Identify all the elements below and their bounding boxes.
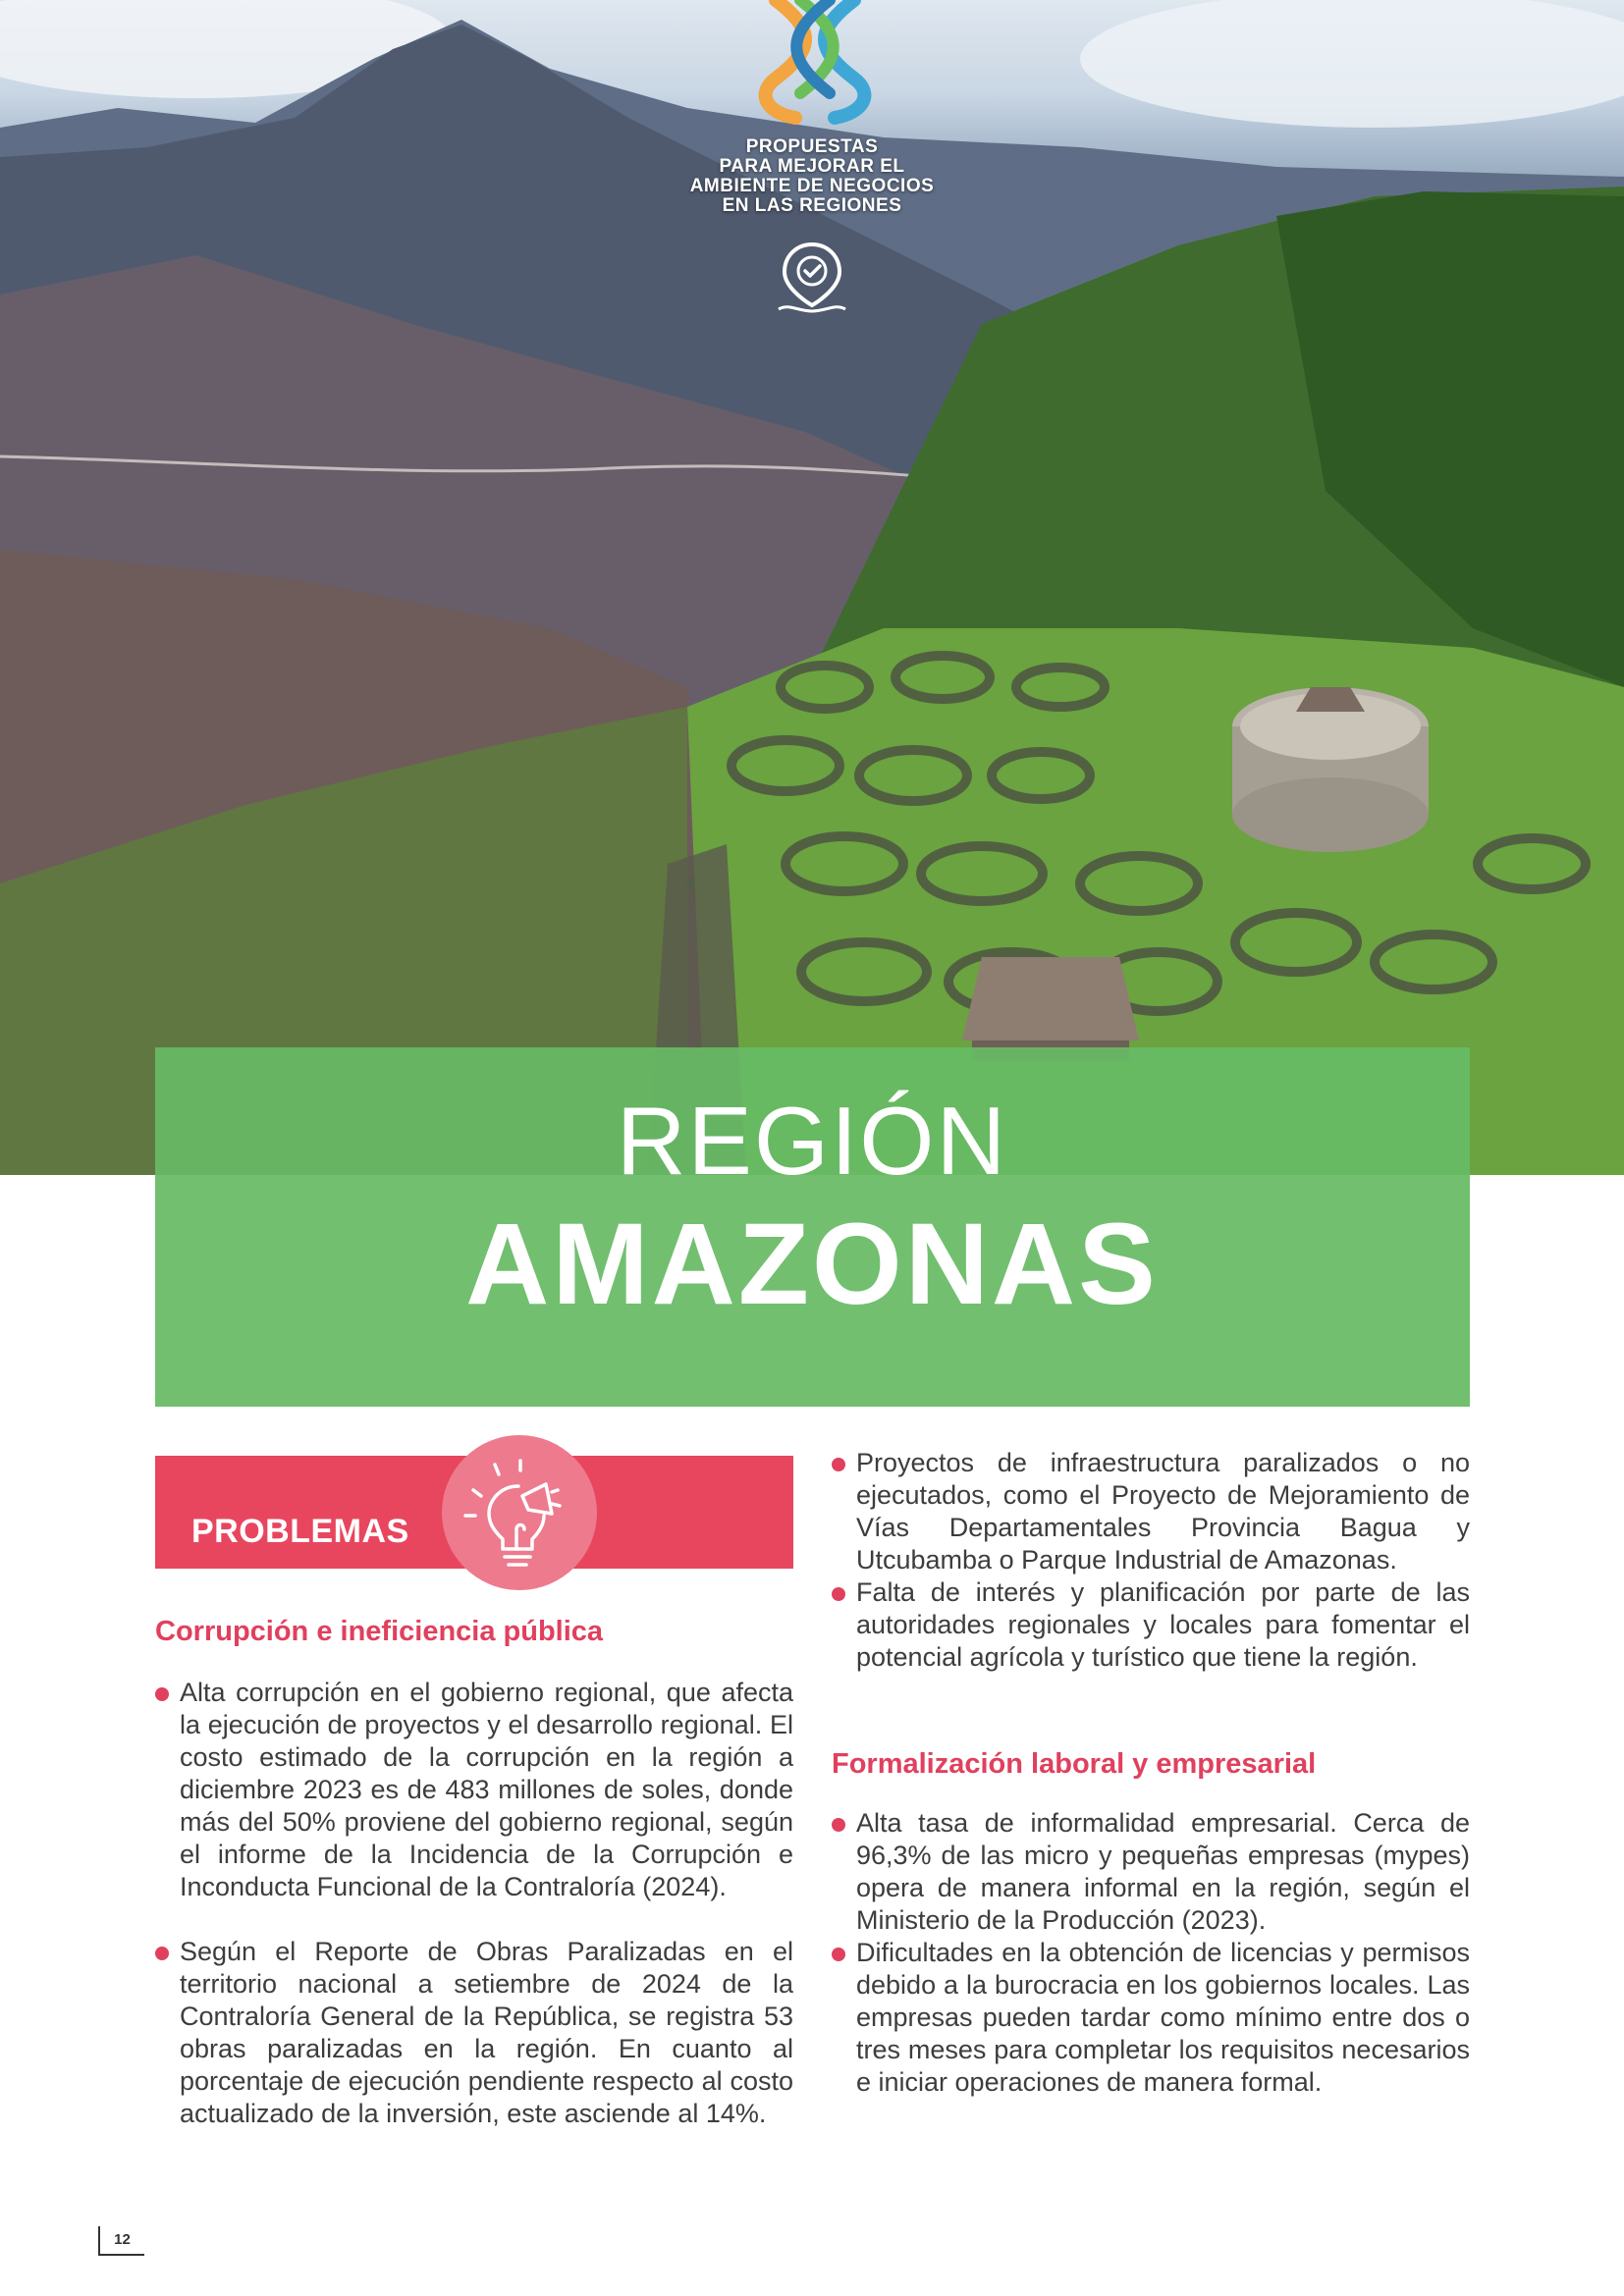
list-item — [832, 1447, 1470, 1576]
bullet-dot — [155, 1947, 169, 1960]
tagline — [616, 137, 1008, 216]
tagline-line-1: PROPUESTAS — [745, 136, 879, 157]
banner-label: PROBLEMAS — [191, 1513, 409, 1550]
region-label: REGIÓN — [616, 1087, 1008, 1195]
list-item — [832, 1937, 1470, 2099]
list-item — [832, 1807, 1470, 1937]
page-number: 12 — [98, 2226, 144, 2256]
list-item-text: Falta de interés y planificación por parte de las autoridades regionales y locales para fomentar el potencial agrícola y turístico que tiene la región. — [856, 1577, 1470, 1672]
bullet-dot — [832, 1587, 845, 1601]
tagline-line-2: PARA MEJORAR EL — [719, 156, 905, 177]
bullet-dot — [832, 1458, 845, 1471]
list-item-text: Según el Reporte de Obras Paralizadas en el territorio nacional a setiembre de 2024 de la Contraloría General de la República, se registra 53 obras paralizadas en la región. En cuanto al porcentaje de ejecución pendiente respecto al costo actualizado de la inversión, este asciende al 14%. — [180, 1937, 793, 2128]
list-item — [832, 1576, 1470, 1674]
list-item — [155, 1936, 793, 2130]
bullet-dot — [832, 1948, 845, 1961]
lightbulb-megaphone-icon — [442, 1435, 597, 1590]
bullet-dot — [832, 1818, 845, 1832]
section-heading-corrupcion: Corrupción e ineficiencia pública — [155, 1616, 604, 1647]
list-item-text: Dificultades en la obtención de licencias y permisos debido a la burocracia en los gobiernos locales. Las empresas pueden tardar como mínimo entre dos o tres meses para completar los requisitos necesarios e iniciar operaciones de manera formal. — [856, 1938, 1470, 2097]
list-item-text: Proyectos de infraestructura paralizados o no ejecutados, como el Proyecto de Mejoramiento de Vías Departamentales Provincia Bagua y Utcubamba o Parque Industrial de Amazonas. — [856, 1448, 1470, 1575]
bullet-dot — [155, 1687, 169, 1701]
braided-ribbon-logo — [756, 0, 874, 128]
list-item-text: Alta corrupción en el gobierno regional, que afecta la ejecución de proyectos y el desarrollo regional. El costo estimado de la corrupción en la región a diciembre 2023 es de 483 millones de soles, donde más del 50% proviene del gobierno regional, según el informe de la Incidencia de la Corrupción e Inconducta Funcional de la Contraloría (2024). — [180, 1678, 793, 1901]
banner-icon-circle — [442, 1435, 597, 1590]
list-item — [155, 1677, 793, 1903]
tagline-line-4: EN LAS REGIONES — [722, 195, 902, 216]
list-item-text: Alta tasa de informalidad empresarial. Cerca de 96,3% de las micro y pequeñas empresas (mypes) opera de manera informal en la región, según el Ministerio de la Producción (2023). — [856, 1808, 1470, 1935]
location-check-pin-icon — [775, 240, 849, 319]
tagline-line-3: AMBIENTE DE NEGOCIOS — [689, 176, 935, 196]
section-heading-formalizacion: Formalización laboral y empresarial — [832, 1748, 1317, 1780]
region-name: AMAZONAS — [465, 1200, 1159, 1329]
